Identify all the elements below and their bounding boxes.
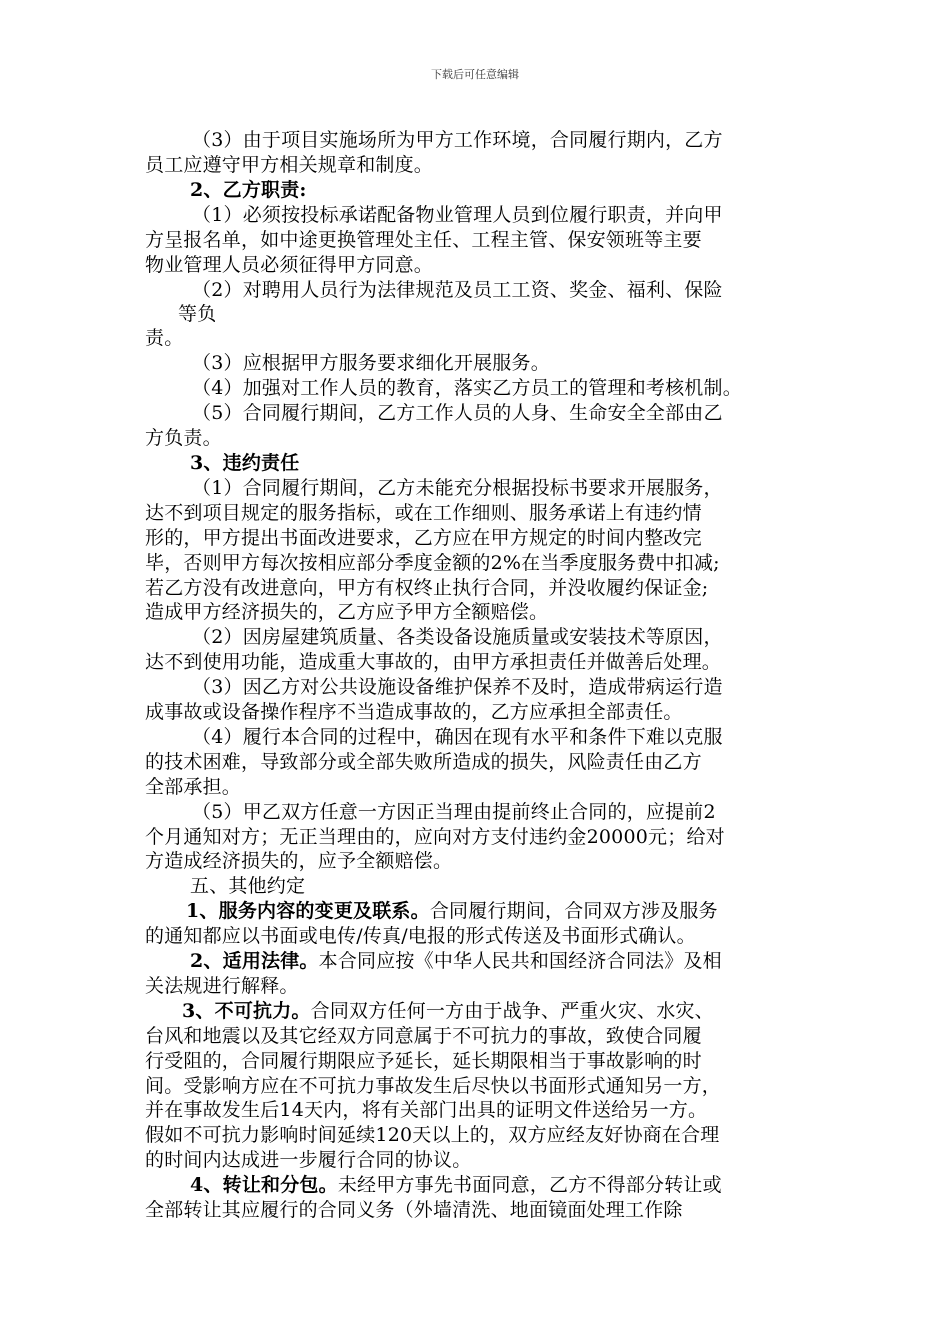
clause-text: 本合同应按《中华人民共和国经济合同法》及相 (318, 950, 722, 972)
clause-title: 2、适用法律。 (190, 950, 319, 972)
paragraph-line: 方呈报名单，如中途更换管理处主任、工程主管、保安领班等主要 (145, 229, 702, 251)
clause-text: 合同双方任何一方由于战争、严重火灾、水灾、 (310, 1000, 714, 1022)
paragraph-line: 台风和地震以及其它经双方同意属于不可抗力的事故，致使合同履 (145, 1025, 702, 1047)
paragraph-line: （2）对聘用人员行为法律规范及员工工资、奖金、福利、保险 (192, 279, 723, 301)
paragraph-line: （1）必须按投标承诺配备物业管理人员到位履行职责，并向甲 (192, 204, 723, 226)
paragraph-line: 间。受影响方应在不可抗力事故发生后尽快以书面形式通知另一方， (145, 1075, 722, 1097)
paragraph-line: 等负 (178, 303, 217, 325)
clause-text: 合同履行期间，合同双方涉及服务 (429, 900, 718, 922)
clause-title: 3、不可抗力。 (182, 1000, 311, 1022)
paragraph-line: 方负责。 (145, 427, 222, 449)
paragraph-line: 责。 (145, 327, 184, 349)
paragraph-line: 达不到项目规定的服务指标，或在工作细则、服务承诺上有违约情 (145, 502, 702, 524)
paragraph-line: 方造成经济损失的，应予全额赔偿。 (145, 850, 453, 872)
section-heading: 3、违约责任 (190, 452, 300, 474)
paragraph-line: 造成甲方经济损失的，乙方应予甲方全额赔偿。 (145, 601, 549, 623)
paragraph-line: （3）由于项目实施场所为甲方工作环境，合同履行期内，乙方 (192, 129, 723, 151)
paragraph-line: （5）合同履行期间，乙方工作人员的人身、生命安全全部由乙 (192, 402, 723, 424)
paragraph-line (190, 949, 722, 973)
paragraph-line: 形的，甲方提出书面改进要求，乙方应在甲方规定的时间内整改完 (145, 527, 702, 549)
paragraph-line: 全部转让其应履行的合同义务（外墙清洗、地面镜面处理工作除 (145, 1199, 683, 1221)
paragraph-line: 假如不可抗力影响时间延续120天以上的，双方应经友好协商在合理 (145, 1124, 720, 1146)
paragraph-line: 并在事故发生后14天内，将有关部门出具的证明文件送给另一方。 (145, 1099, 708, 1121)
paragraph-line: 的通知都应以书面或电传/传真/电报的形式传送及书面形式确认。 (145, 925, 696, 947)
paragraph-line: 若乙方没有改进意向，甲方有权终止执行合同，并没收履约保证金; (145, 577, 709, 599)
paragraph-line: 物业管理人员必须征得甲方同意。 (145, 254, 434, 276)
paragraph-line (190, 1173, 722, 1197)
paragraph-line: （4）履行本合同的过程中，确因在现有水平和条件下难以克服 (192, 726, 723, 748)
paragraph-line: 全部承担。 (145, 776, 242, 798)
paragraph-line (186, 899, 718, 923)
paragraph-line: （5）甲乙双方任意一方因正当理由提前终止合同的，应提前2 (192, 801, 716, 823)
paragraph-line: 员工应遵守甲方相关规章和制度。 (145, 154, 434, 176)
paragraph-line: （3）因乙方对公共设施设备维护保养不及时，造成带病运行造 (192, 676, 723, 698)
paragraph-line: 达不到使用功能，造成重大事故的，由甲方承担责任并做善后处理。 (145, 651, 722, 673)
paragraph-line: 关法规进行解释。 (145, 975, 299, 997)
paragraph-line: （1）合同履行期间，乙方未能充分根据投标书要求开展服务， (192, 477, 723, 499)
paragraph-line: 行受阻的，合同履行期限应予延长，延长期限相当于事故影响的时 (145, 1050, 702, 1072)
section-heading: 五、其他约定 (190, 875, 306, 897)
clause-text: 未经甲方事先书面同意，乙方不得部分转让或 (337, 1174, 722, 1196)
section-heading: 2、乙方职责: (190, 179, 307, 201)
paragraph-line: 的时间内达成进一步履行合同的协议。 (145, 1149, 472, 1171)
paragraph-line: 个月通知对方；无正当理由的，应向对方支付违约金20000元；给对 (145, 826, 725, 848)
paragraph-line: （3）应根据甲方服务要求细化开展服务。 (192, 352, 550, 374)
paragraph-line (182, 999, 714, 1023)
paragraph-line: 的技术困难，导致部分或全部失败所造成的损失，风险责任由乙方 (145, 751, 702, 773)
clause-title: 1、服务内容的变更及联系。 (186, 900, 430, 922)
paragraph-line: （2）因房屋建筑质量、各类设备设施质量或安装技术等原因， (192, 626, 723, 648)
paragraph-line: 毕，否则甲方每次按相应部分季度金额的2%在当季度服务费中扣减; (145, 552, 720, 574)
page-header: 下载后可任意编辑 (431, 68, 519, 81)
paragraph-line: 成事故或设备操作程序不当造成事故的，乙方应承担全部责任。 (145, 701, 683, 723)
clause-title: 4、转让和分包。 (190, 1174, 338, 1196)
paragraph-line: （4）加强对工作人员的教育，落实乙方员工的管理和考核机制。 (192, 377, 742, 399)
